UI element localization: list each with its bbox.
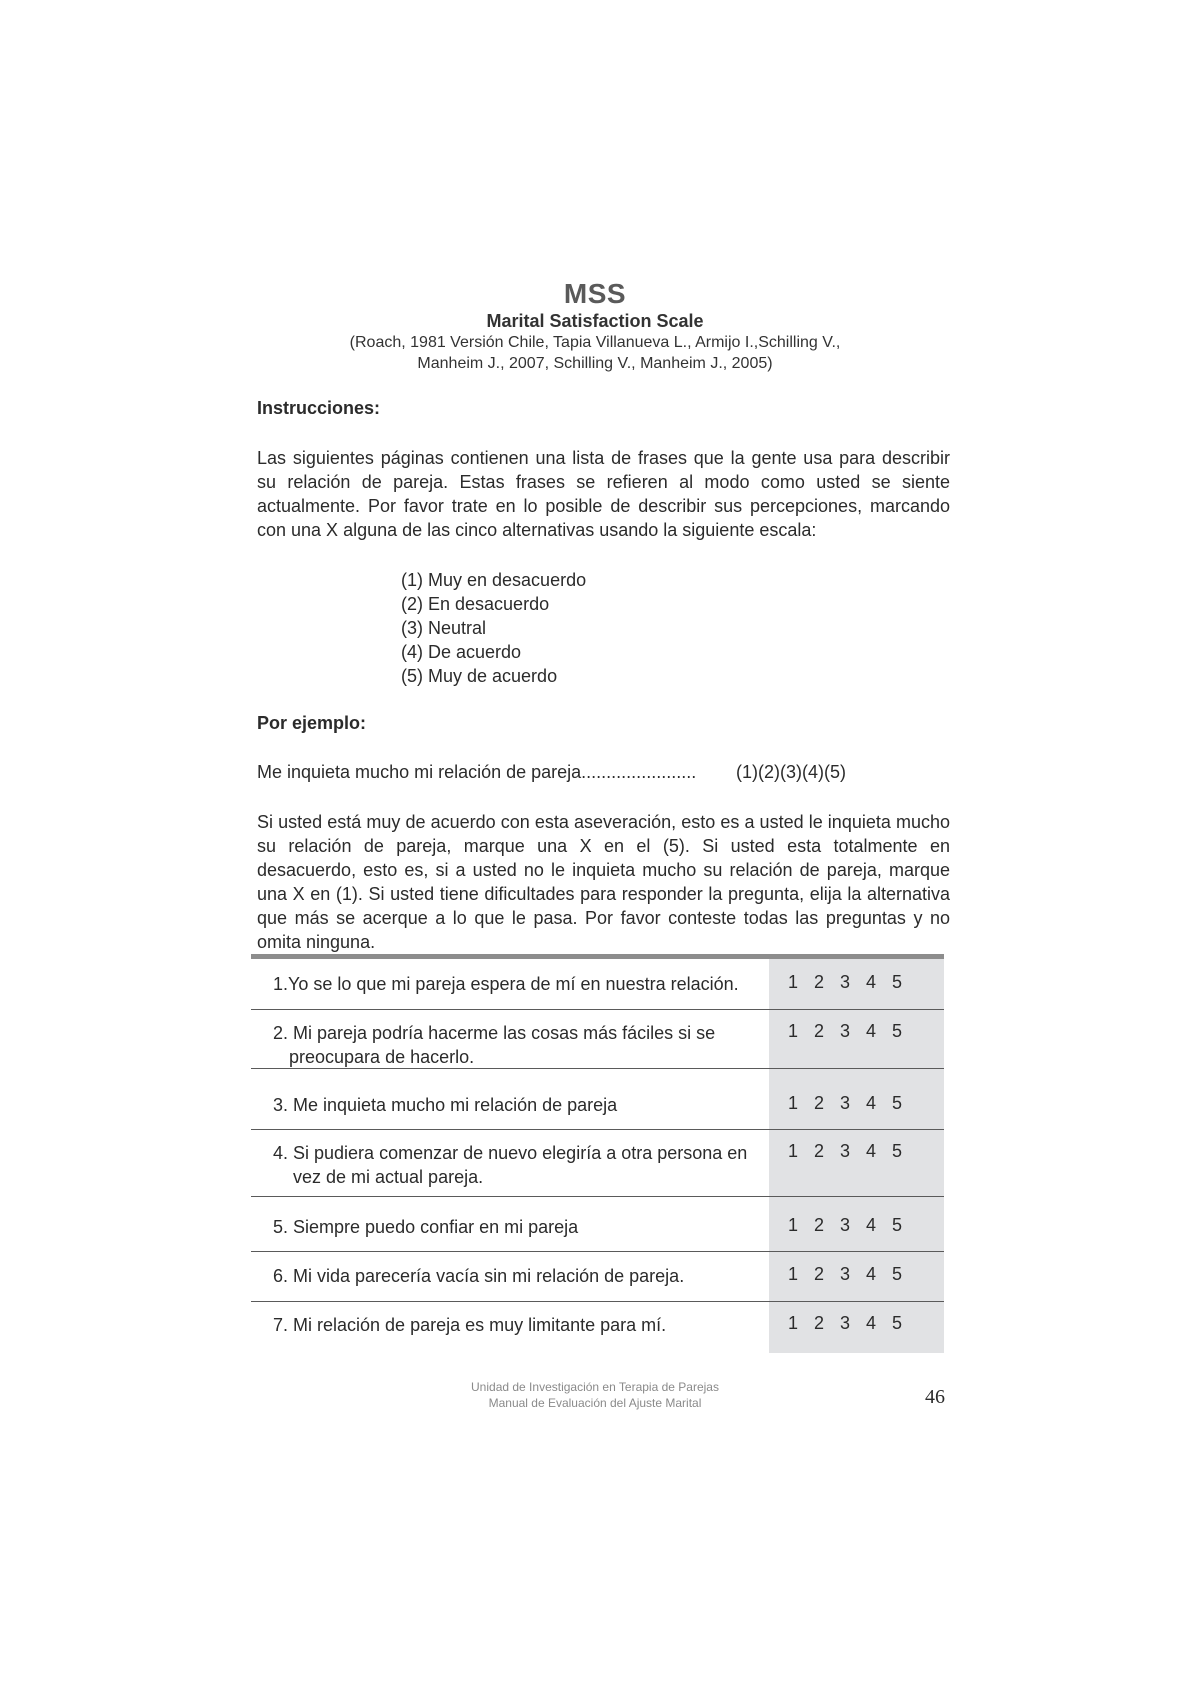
options-cell — [769, 1130, 944, 1196]
instructions-label: Instrucciones: — [257, 398, 381, 418]
scale-item: (1) Muy en desacuerdo — [401, 570, 587, 590]
item-line: 3. Me inquieta mucho mi relación de pareja — [273, 1095, 618, 1115]
option-3[interactable]: 3 — [840, 1141, 851, 1161]
option-5[interactable]: 5 — [892, 1021, 903, 1041]
table-row — [251, 1197, 944, 1252]
option-2[interactable]: 2 — [814, 1264, 825, 1284]
option-4[interactable]: 4 — [866, 1021, 877, 1041]
option-3[interactable]: 3 — [840, 1021, 851, 1041]
citation-line-2: Manheim J., 2007, Schilling V., Manheim J., 2005) — [417, 355, 773, 372]
page-footer — [0, 1379, 1190, 1411]
table-row — [251, 1252, 944, 1302]
option-5[interactable]: 5 — [892, 1264, 903, 1284]
option-5[interactable]: 5 — [892, 972, 903, 992]
table-row — [251, 1010, 944, 1069]
title-block — [0, 278, 1190, 374]
item-line: 1.Yo se lo que mi pareja espera de mí en nuestra relación. — [273, 974, 739, 994]
option-1[interactable]: 1 — [788, 1264, 799, 1284]
example-explanation: Si usted está muy de acuerdo con esta aseveración, esto es a usted le inquieta mucho su relación de pareja, marque una X en el (5). Si usted esta totalmente en desacuerdo, esto es, si a usted no le inquieta mucho su relación de pareja, marque una X en (1). Si usted tiene dificultades para responder la pregunta, elija la alternativa que más se acerque a lo que le pasa. Por favor conteste todas las preguntas y no omita ninguna. — [257, 812, 950, 952]
option-2[interactable]: 2 — [814, 1021, 825, 1041]
table-row — [251, 1069, 944, 1130]
table-row — [251, 1130, 944, 1197]
table-row — [251, 1302, 944, 1353]
example-statement-line — [257, 762, 950, 783]
option-4[interactable]: 4 — [866, 1141, 877, 1161]
option-3[interactable]: 3 — [840, 1215, 851, 1235]
example-statement: Me inquieta mucho mi relación de pareja....................... — [257, 762, 697, 782]
item-line: 7. Mi relación de pareja es muy limitante para mí. — [273, 1315, 667, 1335]
footer-line-2: Manual de Evaluación del Ajuste Marital — [488, 1396, 702, 1410]
instructions-text: Las siguientes páginas contienen una lista de frases que la gente usa para describir su relación de pareja. Estas frases se refieren al modo como usted se siente actualmente. Por favor trate en lo posible de describir sus percepciones, marcando con una X alguna de las cinco alternativas usando la siguiente escala: — [257, 448, 950, 540]
option-4[interactable]: 4 — [866, 972, 877, 992]
response-options[interactable] — [788, 1021, 918, 1042]
response-options[interactable] — [788, 972, 918, 993]
items-table — [251, 954, 944, 1353]
item-text — [273, 1093, 753, 1117]
item-text — [273, 1021, 753, 1069]
example-scale: (1)(2)(3)(4)(5) — [736, 762, 846, 782]
response-options[interactable] — [788, 1093, 918, 1114]
page-title: MSS — [563, 278, 627, 309]
option-1[interactable]: 1 — [788, 1021, 799, 1041]
option-3[interactable]: 3 — [840, 972, 851, 992]
response-options[interactable] — [788, 1215, 918, 1236]
option-5[interactable]: 5 — [892, 1313, 903, 1333]
item-line: 6. Mi vida parecería vacía sin mi relación de pareja. — [273, 1266, 685, 1286]
option-1[interactable]: 1 — [788, 1313, 799, 1333]
scale-item: (3) Neutral — [401, 618, 487, 638]
option-2[interactable]: 2 — [814, 1093, 825, 1113]
item-line-continued: preocupara de hacerlo. — [289, 1047, 475, 1067]
option-3[interactable]: 3 — [840, 1093, 851, 1113]
option-4[interactable]: 4 — [866, 1215, 877, 1235]
option-1[interactable]: 1 — [788, 1141, 799, 1161]
response-options[interactable] — [788, 1264, 918, 1285]
item-line-continued: vez de mi actual pareja. — [293, 1167, 484, 1187]
option-2[interactable]: 2 — [814, 1141, 825, 1161]
example-label: Por ejemplo: — [257, 713, 367, 733]
option-4[interactable]: 4 — [866, 1313, 877, 1333]
scale-item: (4) De acuerdo — [401, 642, 522, 662]
option-5[interactable]: 5 — [892, 1093, 903, 1113]
item-text — [273, 1313, 753, 1337]
option-1[interactable]: 1 — [788, 972, 799, 992]
scale-item: (2) En desacuerdo — [401, 594, 550, 614]
item-text — [273, 1264, 753, 1288]
option-1[interactable]: 1 — [788, 1215, 799, 1235]
item-line: 2. Mi pareja podría hacerme las cosas más fáciles si se — [273, 1023, 716, 1043]
page-subtitle: Marital Satisfaction Scale — [486, 311, 704, 331]
item-line: 4. Si pudiera comenzar de nuevo elegiría a otra persona en — [273, 1143, 748, 1163]
option-5[interactable]: 5 — [892, 1141, 903, 1161]
option-5[interactable]: 5 — [892, 1215, 903, 1235]
scale-item: (5) Muy de acuerdo — [401, 666, 558, 686]
scale-list — [401, 568, 586, 688]
item-text — [273, 1215, 753, 1239]
citation-line-1: (Roach, 1981 Versión Chile, Tapia Villanueva L., Armijo I.,Schilling V., — [349, 334, 841, 351]
response-options[interactable] — [788, 1141, 918, 1162]
item-text — [273, 972, 753, 996]
option-3[interactable]: 3 — [840, 1313, 851, 1333]
option-3[interactable]: 3 — [840, 1264, 851, 1284]
item-text — [273, 1141, 753, 1189]
item-line: 5. Siempre puedo confiar en mi pareja — [273, 1217, 579, 1237]
option-4[interactable]: 4 — [866, 1093, 877, 1113]
option-2[interactable]: 2 — [814, 972, 825, 992]
footer-line-1: Unidad de Investigación en Terapia de Parejas — [471, 1380, 719, 1394]
option-1[interactable]: 1 — [788, 1093, 799, 1113]
option-4[interactable]: 4 — [866, 1264, 877, 1284]
option-2[interactable]: 2 — [814, 1313, 825, 1333]
page-number: 46 — [925, 1386, 945, 1408]
response-options[interactable] — [788, 1313, 918, 1334]
option-2[interactable]: 2 — [814, 1215, 825, 1235]
table-row — [251, 959, 944, 1010]
